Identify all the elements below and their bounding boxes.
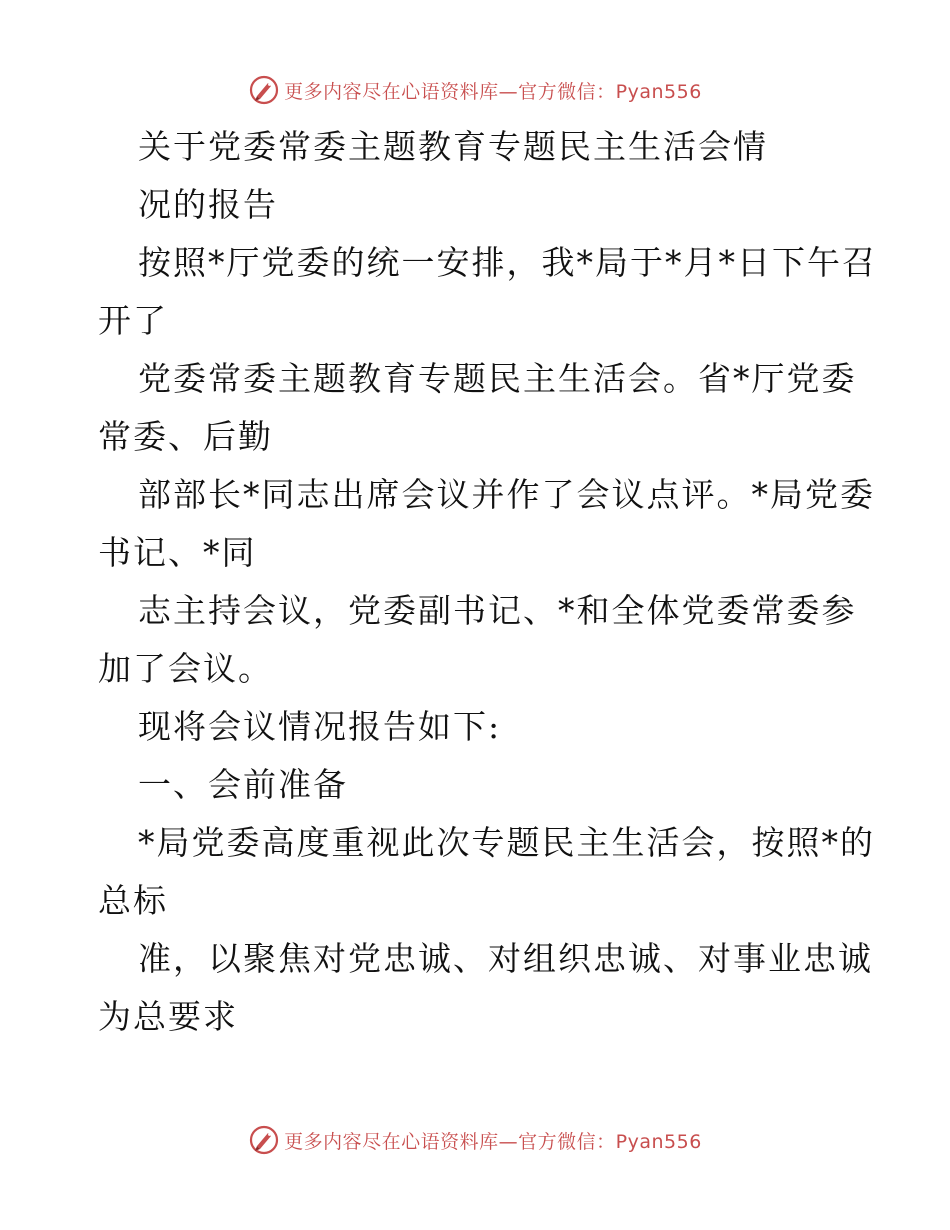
- text-line: 现将会议情况报告如下:: [138, 707, 502, 746]
- pen-nib-logo-icon: [248, 74, 280, 106]
- text-line: 部部长*同志出席会议并作了会议点评。*局党委: [138, 475, 875, 514]
- text-line: 志主持会议，党委副书记、*和全体党委常委参: [138, 591, 857, 630]
- watermark-text: 更多内容尽在心语资料库—官方微信：Pyan556: [284, 80, 702, 103]
- section-heading: 一、会前准备: [138, 765, 348, 804]
- text-line: 关于党委常委主题教育专题民主生活会情: [138, 127, 768, 166]
- text-line: 加了会议。: [98, 649, 273, 688]
- text-line: 为总要求: [98, 997, 238, 1036]
- text-line: 书记、*同: [98, 533, 257, 572]
- watermark-banner-bottom: [0, 1120, 950, 1160]
- watermark-banner-top: [0, 70, 950, 110]
- text-line: 党委常委主题教育专题民主生活会。省*厅党委: [138, 359, 857, 398]
- text-line: 准，以聚焦对党忠诚、对组织忠诚、对事业忠诚: [138, 939, 873, 978]
- pen-nib-logo-icon: [248, 1124, 280, 1156]
- text-line: *局党委高度重视此次专题民主生活会，按照*的: [138, 823, 875, 862]
- text-line: 按照*厅党委的统一安排，我*局于*月*日下午召: [138, 243, 877, 282]
- text-line: 况的报告: [138, 185, 278, 224]
- text-line: 常委、后勤: [98, 417, 273, 456]
- document-body: [98, 118, 877, 1046]
- watermark-text: 更多内容尽在心语资料库—官方微信：Pyan556: [284, 1130, 702, 1153]
- text-line: 开了: [98, 301, 168, 340]
- text-line: 总标: [98, 881, 168, 920]
